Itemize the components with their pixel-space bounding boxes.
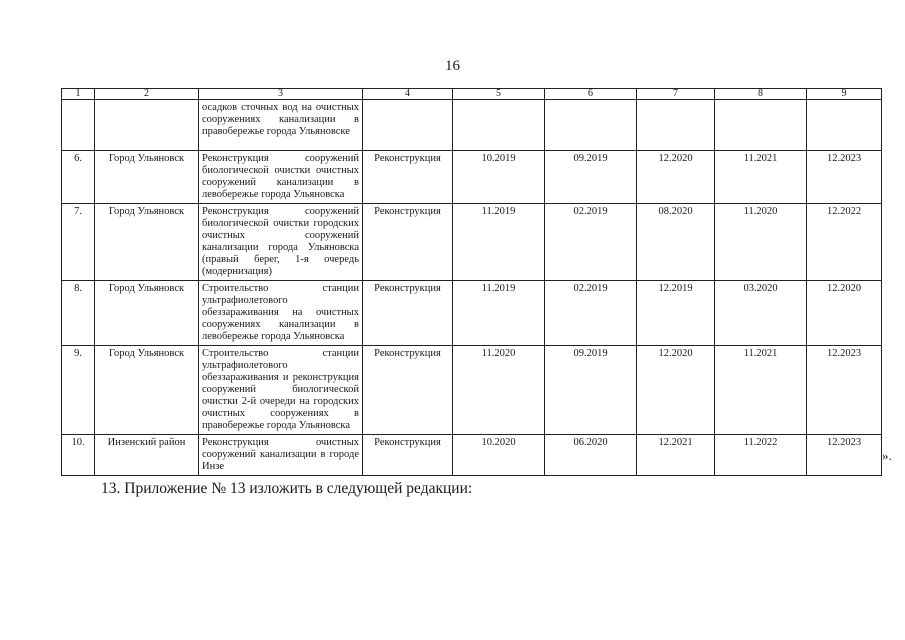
row-number: 9. [62,346,95,435]
description-cell: Строительство станции ультрафиолетового обеззараживания и реконструкция сооружений биологической очистки 2-й очереди на городских очистных сооружениях в правобережье города Ульяновска [199,346,363,435]
date-cell: 11.2020 [715,204,807,281]
date-cell [545,100,637,151]
description-cell: Строительство станции ультрафиолетового обеззараживания на очистных сооружениях канализации в левобережье города Ульяновска [199,281,363,346]
work-type-cell: Реконструкция [363,281,453,346]
row-number: 8. [62,281,95,346]
work-type-cell: Реконструкция [363,435,453,476]
table-row [62,346,882,435]
date-cell: 11.2019 [453,204,545,281]
column-header: 7 [637,89,715,100]
table-header-row [62,89,882,100]
date-cell: 03.2020 [715,281,807,346]
column-header: 3 [199,89,363,100]
date-cell: 11.2019 [453,281,545,346]
date-cell: 02.2019 [545,204,637,281]
table-row [62,281,882,346]
column-header: 2 [95,89,199,100]
row-number [62,100,95,151]
date-cell: 11.2022 [715,435,807,476]
date-cell: 12.2020 [637,346,715,435]
row-number: 6. [62,151,95,204]
date-cell: 06.2020 [545,435,637,476]
date-cell: 11.2021 [715,346,807,435]
table-row [62,435,882,476]
date-cell: 09.2019 [545,346,637,435]
location-cell: Город Ульяновск [95,281,199,346]
date-cell: 12.2020 [637,151,715,204]
date-cell: 10.2020 [453,435,545,476]
page-number: 16 [445,58,460,74]
row-number: 7. [62,204,95,281]
projects-table [61,88,882,476]
work-type-cell: Реконструкция [363,151,453,204]
date-cell: 12.2019 [637,281,715,346]
closing-quote: ». [882,448,892,463]
location-cell: Город Ульяновск [95,151,199,204]
date-cell [637,100,715,151]
work-type-cell [363,100,453,151]
description-cell: Реконструкция очистных сооружений канализации в городе Инзе [199,435,363,476]
date-cell: 12.2021 [637,435,715,476]
column-header: 6 [545,89,637,100]
location-cell: Инзенский район [95,435,199,476]
table-row [62,204,882,281]
date-cell [807,100,882,151]
date-cell: 10.2019 [453,151,545,204]
location-cell: Город Ульяновск [95,346,199,435]
location-cell: Город Ульяновск [95,204,199,281]
date-cell: 09.2019 [545,151,637,204]
description-cell: Реконструкция сооружений биологической очистки городских очистных сооружений канализации города Ульяновска (правый берег, 1-я очередь (модернизация) [199,204,363,281]
date-cell: 12.2023 [807,346,882,435]
date-cell: 11.2021 [715,151,807,204]
date-cell: 12.2023 [807,151,882,204]
description-cell: Реконструкция сооружений биологической очистки очистных сооружений канализации в левобережье города Ульяновска [199,151,363,204]
description-cell: осадков сточных вод на очистных сооружениях канализации в правобережье города Ульяновске [199,100,363,151]
date-cell: 11.2020 [453,346,545,435]
date-cell [453,100,545,151]
date-cell: 12.2022 [807,204,882,281]
location-cell [95,100,199,151]
work-type-cell: Реконструкция [363,346,453,435]
table-row [62,151,882,204]
table-row [62,100,882,151]
column-header: 9 [807,89,882,100]
column-header: 5 [453,89,545,100]
date-cell: 02.2019 [545,281,637,346]
section-paragraph: 13. Приложение № 13 изложить в следующей редакции: [101,480,473,497]
column-header: 4 [363,89,453,100]
date-cell [715,100,807,151]
date-cell: 08.2020 [637,204,715,281]
column-header: 8 [715,89,807,100]
date-cell: 12.2020 [807,281,882,346]
column-header: 1 [62,89,95,100]
date-cell: 12.2023 [807,435,882,476]
row-number: 10. [62,435,95,476]
work-type-cell: Реконструкция [363,204,453,281]
